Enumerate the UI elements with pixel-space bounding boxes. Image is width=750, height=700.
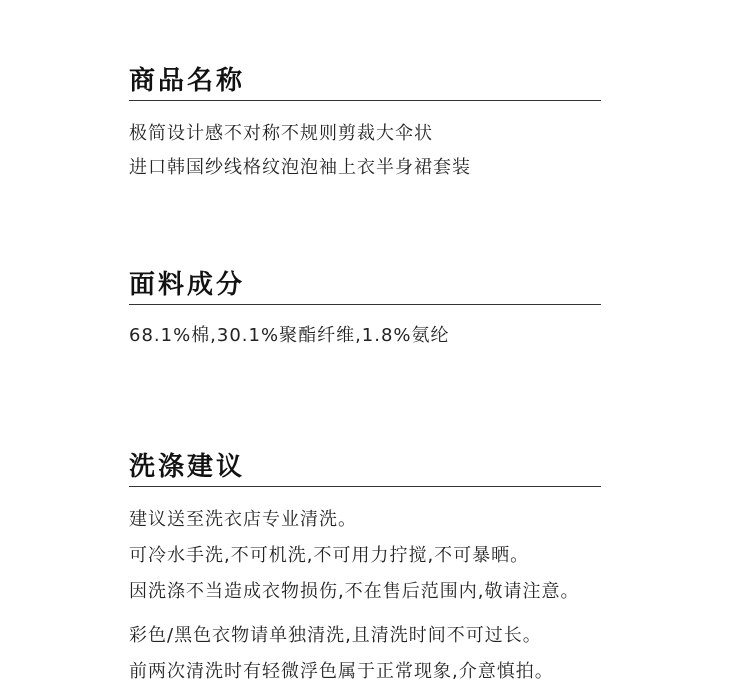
washing-divider — [129, 486, 601, 487]
washing-section — [129, 450, 601, 690]
product-name-divider — [129, 100, 601, 101]
product-name-line: 进口韩国纱线格纹泡泡袖上衣半身裙套装 — [129, 157, 471, 178]
washing-instructions — [129, 502, 601, 610]
product-name-section — [129, 64, 601, 185]
fabric-divider — [129, 304, 601, 305]
product-name-text — [129, 117, 601, 185]
washing-line: 因洗涤不当造成衣物损伤,不在售后范围内,敬请注意。 — [129, 581, 580, 602]
washing-heading: 洗涤建议 — [129, 452, 246, 482]
product-name-heading: 商品名称 — [129, 66, 246, 96]
fabric-composition: 68.1%棉,30.1%聚酯纤维,1.8%氨纶 — [129, 325, 450, 346]
washing-note: 前两次清洗时有轻微浮色属于正常现象,介意慎拍。 — [129, 661, 554, 682]
washing-notes — [129, 618, 601, 690]
washing-line: 建议送至洗衣店专业清洗。 — [129, 509, 357, 530]
washing-note: 彩色/黑色衣物请单独清洗,且清洗时间不可过长。 — [129, 625, 542, 646]
fabric-text — [129, 321, 601, 351]
product-name-line: 极简设计感不对称不规则剪裁大伞状 — [129, 123, 433, 144]
fabric-heading: 面料成分 — [129, 270, 246, 300]
washing-line: 可冷水手洗,不可机洗,不可用力拧搅,不可暴晒。 — [129, 545, 530, 566]
fabric-section — [129, 268, 601, 351]
